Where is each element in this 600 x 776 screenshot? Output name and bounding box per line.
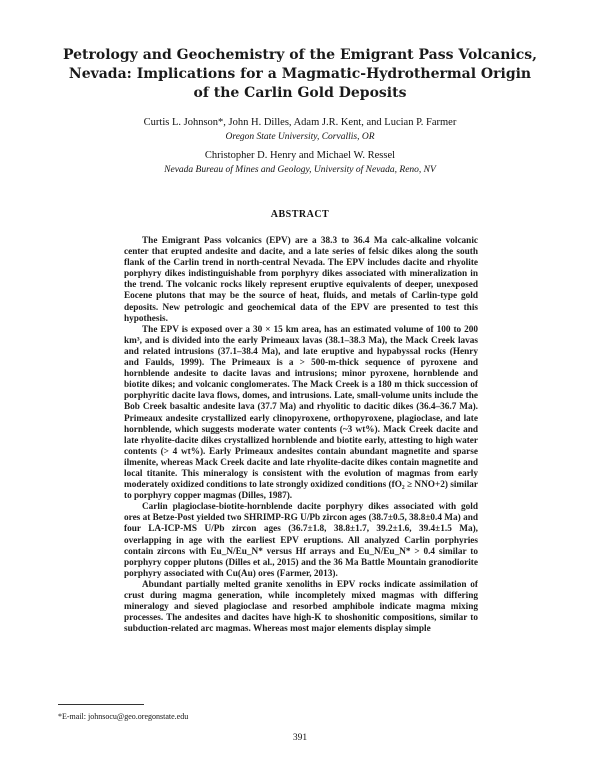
affiliation-primary: Oregon State University, Corvallis, OR — [225, 132, 375, 142]
abstract-paragraph: The EPV is exposed over a 30 × 15 km area, has an estimated volume of 100 to 200 km³, and is divided into the early Primeaux lavas (38.1–38.3 Ma), the Mack Creek lavas and related intrusions (37.1–38.4 Ma), and late eruptive and hypabyssal rocks (Henry and Faulds, 1999). The Primeaux is a > 500-m-thick sequence of pyroxene and hornblende andesite to dacite lavas and intrusions; minor pyroxene, hornblende and biotite dikes; and volcanic conglomerates. The Mack Creek is a 180 m thick succession of porphyritic dacite lava flows, domes, and intrusions. Late, small-volume units include the Bob Creek basaltic andesite lava (37.7 Ma) and rhyolitic to dacitic dikes (36.4–36.7 Ma). Primeaux andesite crystallized early clinopyroxene, orthopyroxene, plagioclase, and late hornblende, which suggests moderate water contents (~3 wt%). Mack Creek dacite and late rhyolite-dacite dikes crystallized hornblende and biotite early, attesting to high water contents (> 4 wt%). Early Primeaux andesites contain abundant magnetite and sparse ilmenite, whereas Mack Creek dacite and late rhyolite-dacite dikes contain magnetite and local titanite. This mineralogy is consistent with the evolution of magmas from early moderately oxidized conditions to late strongly oxidized conditions (fO₂ ≥ NNO+2) similar to porphyry copper magmas (Dilles, 1987). — [124, 324, 478, 502]
abstract-paragraph: Carlin plagioclase-biotite-hornblende dacite porphyry dikes associated with gold ores at Betze-Post yielded two SHRIMP-RG U/Pb zircon ages (38.7±0.5, 38.8±0.4 Ma) and four LA-ICP-MS U/Pb zircon ages (36.7±1.8, 38.8±1.7, 39.2±1.6, 39.4±1.5 Ma), overlapping in age with the earliest EPV eruptions. All analyzed Carlin porphyries contain zircons with Eu_N/Eu_N* versus Hf arrays and Eu_N/Eu_N* > 0.4 similar to porphyry copper plutons (Dilles et al., 2015) and the 36 Ma Battle Mountain granodiorite porphyry associated with Cu(Au) ores (Farmer, 2013). — [124, 502, 478, 579]
title-line: Nevada: Implications for a Magmatic-Hydrothermal Origin — [68, 66, 532, 82]
affiliation-secondary: Nevada Bureau of Mines and Geology, University of Nevada, Reno, NV — [164, 165, 436, 175]
paper-title — [60, 46, 540, 103]
abstract-body — [124, 236, 478, 635]
page-number: 391 — [292, 733, 308, 743]
footnote-divider — [58, 704, 144, 705]
abstract-paragraph: Abundant partially melted granite xenoliths in EPV rocks indicate assimilation of crust during magma generation, while incompletely mixed magmas with differing mineralogy and sieved plagioclase and resorbed amphibole indicate magma mixing processes. The andesites and dacites have high-K to shoshonitic compositions, similar to subduction-related arc magmas. Whereas most major elements display simple — [124, 579, 478, 635]
abstract-paragraph: The Emigrant Pass volcanics (EPV) are a 38.3 to 36.4 Ma calc-alkaline volcanic center that erupted andesite and dacite, and a late series of felsic dikes along the south flank of the Carlin trend in north-central Nevada. The EPV includes dacite and rhyolite porphyry dikes indistinguishable from porphyry dikes associated with mineralization in the trend. The volcanic rocks likely represent eruptive equivalents of deeper, unexposed Eocene plutons that may be the source of heat, fluids, and metals of Carlin-type gold deposits. New petrologic and geochemical data of the EPV are presented to test this hypothesis. — [124, 236, 478, 324]
abstract-heading: ABSTRACT — [270, 209, 330, 220]
author-list-secondary: Christopher D. Henry and Michael W. Ressel — [204, 150, 396, 161]
author-list-primary: Curtis L. Johnson*, John H. Dilles, Adam J.R. Kent, and Lucian P. Farmer — [143, 117, 457, 128]
title-line: of the Carlin Gold Deposits — [193, 85, 407, 101]
title-line: Petrology and Geochemistry of the Emigrant Pass Volcanics, — [63, 47, 537, 63]
footnote-email: *E-mail: johnsocu@geo.oregonstate.edu — [58, 712, 189, 721]
